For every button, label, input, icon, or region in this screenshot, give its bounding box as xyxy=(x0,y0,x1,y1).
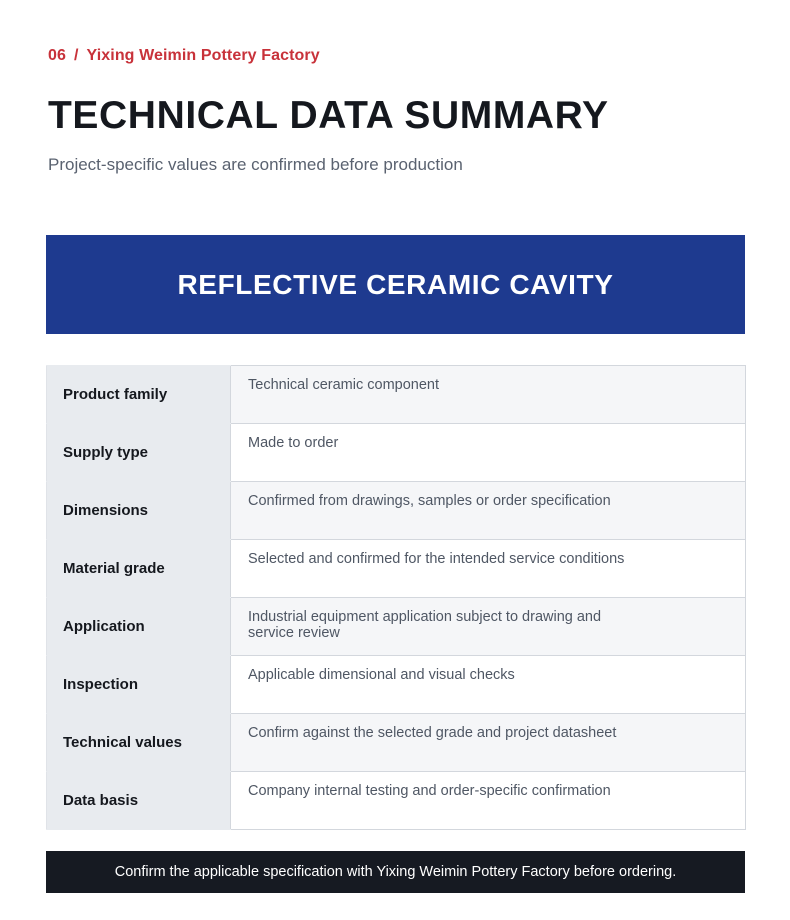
table-row xyxy=(47,366,746,424)
row-value: Confirmed from drawings, samples or order specification xyxy=(231,482,746,540)
section-eyebrow xyxy=(48,47,320,65)
footer-note: Confirm the applicable specification with Yixing Weimin Pottery Factory before ordering. xyxy=(114,864,677,880)
table-row xyxy=(47,714,746,772)
row-label: Dimensions xyxy=(47,482,231,540)
row-value: Applicable dimensional and visual checks xyxy=(231,656,746,714)
table-row xyxy=(47,424,746,482)
product-title: REFLECTIVE CERAMIC CAVITY xyxy=(177,268,614,300)
row-value: Industrial equipment application subject to drawing and service review xyxy=(231,598,746,656)
eyebrow-separator: / xyxy=(74,47,79,64)
table-row xyxy=(47,656,746,714)
row-label: Application xyxy=(47,598,231,656)
footer-notice xyxy=(46,851,745,893)
row-value: Selected and confirmed for the intended service conditions xyxy=(231,540,746,598)
page-subtitle: Project-specific values are confirmed before production xyxy=(48,155,463,174)
row-label: Material grade xyxy=(47,540,231,598)
table-row xyxy=(47,482,746,540)
row-value: Technical ceramic component xyxy=(231,366,746,424)
row-label: Supply type xyxy=(47,424,231,482)
company-name: Yixing Weimin Pottery Factory xyxy=(86,47,320,64)
table-row xyxy=(47,772,746,830)
table-row xyxy=(47,540,746,598)
row-label: Data basis xyxy=(47,772,231,830)
row-value: Company internal testing and order-specific confirmation xyxy=(231,772,746,830)
page-title: TECHNICAL DATA SUMMARY xyxy=(48,94,609,137)
row-label: Inspection xyxy=(47,656,231,714)
technical-data-table xyxy=(46,365,746,830)
table-row xyxy=(47,598,746,656)
section-number: 06 xyxy=(48,47,66,64)
product-banner xyxy=(46,235,745,334)
row-value: Made to order xyxy=(231,424,746,482)
row-label: Product family xyxy=(47,366,231,424)
row-value: Confirm against the selected grade and project datasheet xyxy=(231,714,746,772)
row-label: Technical values xyxy=(47,714,231,772)
